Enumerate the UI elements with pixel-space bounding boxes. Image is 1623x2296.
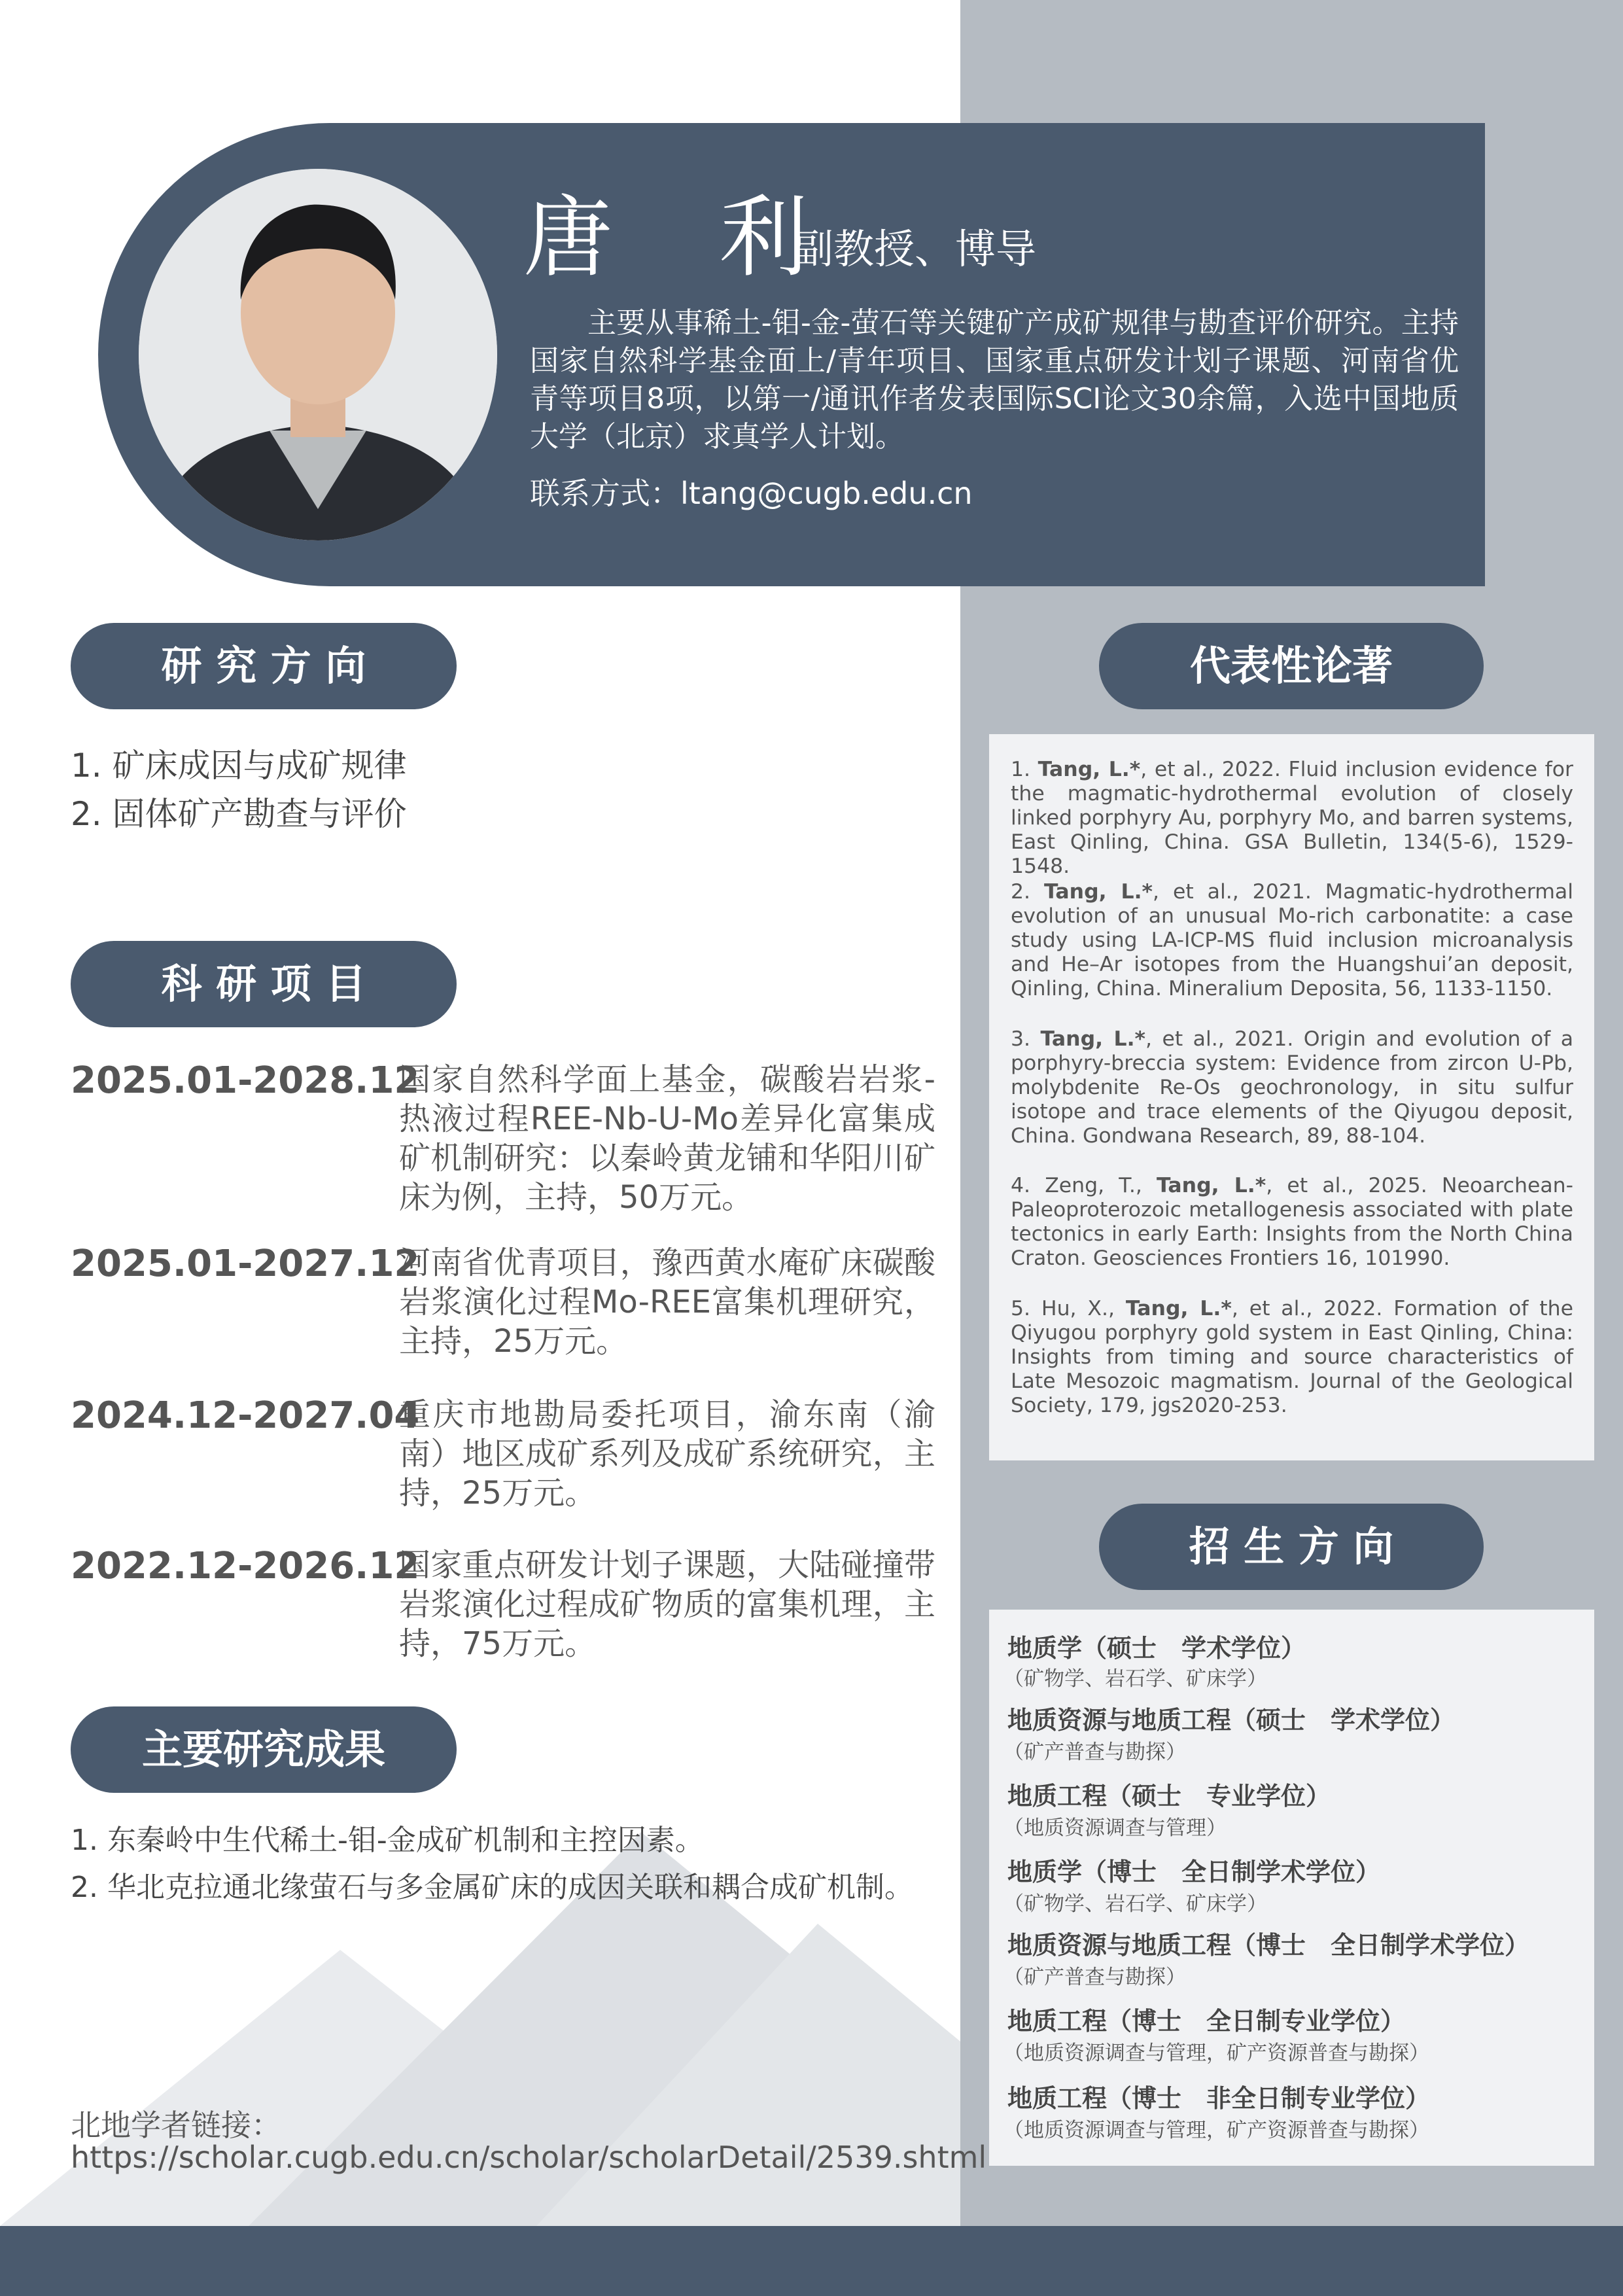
paper-num: 1. — [1011, 758, 1038, 781]
paper-details: , et al., 2022. Formation of the Qiyugou porphyry gold system in East Qinling, China: Insights from timing and source characteristics of Late Mesozoic magmatism. Journal of the Geological Society, 179, jgs2020-253. — [1011, 1297, 1573, 1417]
enroll-program: 地质学（硕士 学术学位） — [1007, 1634, 1306, 1663]
contact-email-link[interactable]: ltang@cugb.edu.cn — [680, 476, 973, 511]
enroll-program: 地质工程（博士 全日制专业学位） — [1007, 2007, 1406, 2036]
paper-item — [1011, 1297, 1573, 1418]
project-date: 2022.12-2026.12 — [71, 1545, 420, 1587]
paper-author: Tang, L.* — [1044, 880, 1153, 904]
paper-item — [1011, 758, 1573, 879]
paper-author: Tang, L.* — [1157, 1174, 1266, 1197]
intro-text: 主要从事稀土-钼-金-萤石等关键矿产成矿规律与勘查评价研究。主持国家自然科学基金面上/青年项目、国家重点研发计划子课题、河南省优青等项目8项，以第一/通讯作者发表国际SCI论文30余篇，入选中国地质大学（北京）求真学人计划。 — [530, 306, 1459, 453]
enroll-program: 地质工程（博士 非全日制专业学位） — [1007, 2084, 1431, 2113]
bottom-bar — [0, 2226, 1623, 2296]
enrollment-heading: 招 生 方 向 — [1099, 1504, 1484, 1590]
enroll-fields: （地质资源调查与管理，矿产资源普查与勘探） — [1003, 2119, 1429, 2142]
enroll-fields: （地质资源调查与管理） — [1003, 1816, 1227, 1840]
scholar-link-label: 北地学者链接： — [71, 2108, 281, 2143]
paper-num: 4. Zeng, T., — [1011, 1174, 1157, 1197]
paper-num: 5. Hu, X., — [1011, 1297, 1126, 1320]
achievement-item: 2. 华北克拉通北缘萤石与多金属矿床的成因关联和耦合成矿机制。 — [71, 1871, 913, 1904]
paper-details: , et al., 2022. Fluid inclusion evidence for the magmatic-hydrothermal evolution of closely linked porphyry Au, porphyry Mo, and barren systems, East Qinling, China. GSA Bulletin, 134(5-6), 1529-1548. — [1011, 758, 1573, 878]
scholar-link-url[interactable]: https://scholar.cugb.edu.cn/scholar/scholarDetail/2539.shtml — [71, 2140, 987, 2175]
person-silhouette-icon — [139, 169, 497, 540]
projects-heading: 科 研 项 目 — [71, 941, 457, 1027]
achievements-heading: 主要研究成果 — [71, 1706, 457, 1793]
paper-author: Tang, L.* — [1038, 758, 1141, 781]
enroll-program: 地质资源与地质工程（硕士 学术学位） — [1007, 1706, 1456, 1735]
profile-photo — [139, 169, 497, 540]
paper-item — [1011, 880, 1573, 1001]
research-heading: 研 究 方 向 — [71, 623, 457, 709]
achievement-item: 1. 东秦岭中生代稀土-钼-金成矿机制和主控因素。 — [71, 1824, 704, 1857]
contact-label: 联系方式： — [530, 476, 680, 511]
person-name: 唐 利 — [523, 186, 848, 290]
paper-details: , et al., 2025. Neoarchean-Paleoproterozoic metallogenesis associated with plate tectonics in early Earth: Insights from the North China Craton. Geosciences Frontiers 16, 101990. — [1011, 1174, 1573, 1270]
paper-details: , et al., 2021. Origin and evolution of a porphyry-breccia system: Evidence from zircon U-Pb, molybdenite Re-Os geochronology, in situ sulfur isotope and trace elements of the Qiyugou deposit, China. Gondwana Research, 89, 88-104. — [1011, 1027, 1573, 1148]
paper-item — [1011, 1027, 1573, 1148]
project-desc: 国家自然科学面上基金，碳酸岩岩浆-热液过程REE-Nb-U-Mo差异化富集成矿机制研究：以秦岭黄龙铺和华阳川矿床为例，主持，50万元。 — [399, 1061, 935, 1216]
paper-author: Tang, L.* — [1040, 1027, 1146, 1051]
paper-num: 3. — [1011, 1027, 1041, 1051]
papers-heading: 代表性论著 — [1099, 623, 1484, 709]
project-desc: 国家重点研发计划子课题，大陆碰撞带岩浆演化过程成矿物质的富集机理，主持，75万元。 — [399, 1547, 935, 1662]
enroll-fields: （矿产普查与勘探） — [1003, 1740, 1186, 1764]
project-desc: 河南省优青项目，豫西黄水庵矿床碳酸岩浆演化过程Mo-REE富集机理研究，主持，25万元。 — [399, 1245, 935, 1360]
enroll-fields: （矿物学、岩石学、矿床学） — [1003, 1892, 1267, 1916]
enroll-fields: （地质资源调查与管理，矿产资源普查与勘探） — [1003, 2041, 1429, 2065]
paper-details: , et al., 2021. Magmatic-hydrothermal evolution of an unusual Mo-rich carbonatite: a case study using LA-ICP-MS fluid inclusion microanalysis and He–Ar isotopes from the Huangshui’an deposit, Qinling, China. Mineralium Deposita, 56, 1133-1150. — [1011, 880, 1573, 1000]
paper-item — [1011, 1174, 1573, 1271]
research-item: 2. 固体矿产勘查与评价 — [71, 795, 407, 833]
project-date: 2025.01-2027.12 — [71, 1243, 420, 1285]
research-item: 1. 矿床成因与成矿规律 — [71, 747, 407, 785]
enroll-fields: （矿产普查与勘探） — [1003, 1966, 1186, 1989]
contact-line — [530, 470, 973, 513]
enroll-program: 地质学（博士 全日制学术学位） — [1007, 1858, 1381, 1886]
project-date: 2024.12-2027.04 — [71, 1394, 420, 1437]
paper-num: 2. — [1011, 880, 1044, 904]
person-title: 副教授、博导 — [793, 225, 1037, 273]
enroll-program: 地质资源与地质工程（博士 全日制学术学位） — [1007, 1931, 1530, 1960]
project-desc: 重庆市地勘局委托项目，渝东南（渝南）地区成矿系列及成矿系统研究，主持，25万元。 — [399, 1396, 935, 1511]
project-date: 2025.01-2028.12 — [71, 1059, 420, 1102]
enroll-program: 地质工程（硕士 专业学位） — [1007, 1782, 1331, 1810]
enroll-fields: （矿物学、岩石学、矿床学） — [1003, 1667, 1267, 1691]
paper-author: Tang, L.* — [1125, 1297, 1232, 1320]
